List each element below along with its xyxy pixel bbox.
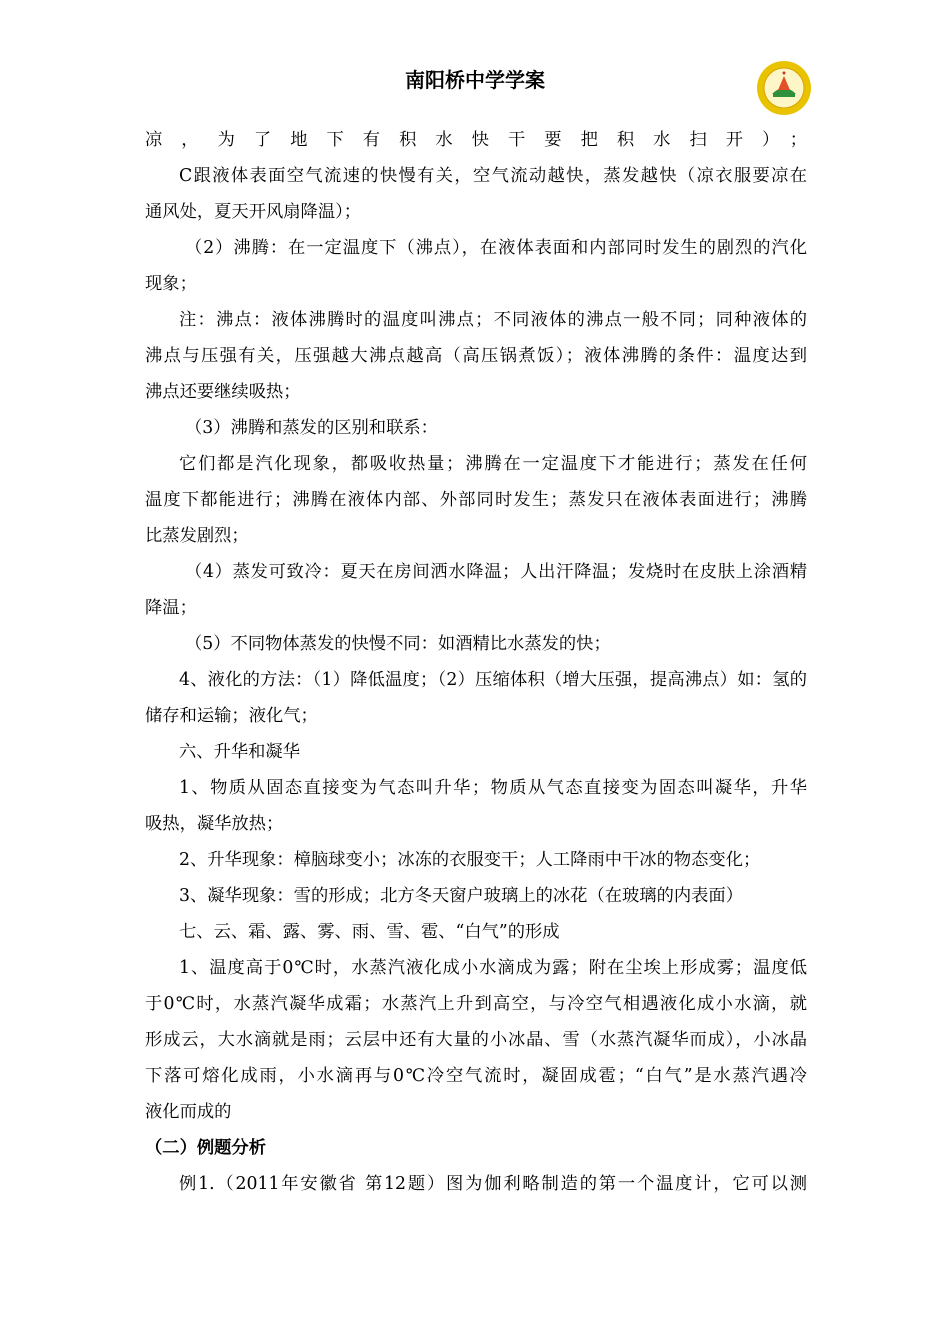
paragraph-line: 3、凝华现象：雪的形成；北方冬天窗户玻璃上的冰花（在玻璃的内表面） <box>179 886 743 906</box>
paragraph-line: 凉，为了地下有积水快干要把积水扫开）； <box>145 130 807 150</box>
paragraph-line: （5）不同物体蒸发的快慢不同：如酒精比水蒸发的快； <box>185 634 611 654</box>
paragraph-line: 沸点还要继续吸热； <box>145 382 301 402</box>
section-heading-bold: （二）例题分析 <box>145 1138 266 1158</box>
section-heading: 六、升华和凝华 <box>179 742 300 762</box>
paragraph-line: 沸点与压强有关，压强越大沸点越高（高压锅煮饭）；液体沸腾的条件：温度达到 <box>145 346 807 366</box>
paragraph-line: 吸热，凝华放热； <box>145 814 284 834</box>
paragraph-line: 例1.（2011年安徽省 第12题）图为伽利略制造的第一个温度计，它可以测 <box>179 1174 807 1194</box>
paragraph-line: （4）蒸发可致冷：夏天在房间洒水降温；人出汗降温；发烧时在皮肤上涂酒精 <box>185 562 807 582</box>
paragraph-line: 液化而成的 <box>145 1102 232 1122</box>
paragraph-line: （3）沸腾和蒸发的区别和联系： <box>185 418 438 438</box>
paragraph-line: 温度下都能进行；沸腾在液体内部、外部同时发生；蒸发只在液体表面进行；沸腾 <box>145 490 807 510</box>
paragraph-line: 于0℃时，水蒸汽凝华成霜；水蒸汽上升到高空，与冷空气相遇液化成小水滴，就 <box>145 994 807 1014</box>
paragraph-line: 储存和运输；液化气； <box>145 706 318 726</box>
paragraph-line: 下落可熔化成雨，小水滴再与0℃冷空气流时，凝固成雹；“白气”是水蒸汽遇冷 <box>145 1066 807 1086</box>
paragraph-line: 1、温度高于0℃时，水蒸汽液化成小水滴成为露；附在尘埃上形成雾；温度低 <box>179 958 807 978</box>
paragraph-line: 2、升华现象：樟脑球变小；冰冻的衣服变干；人工降雨中干冰的物态变化； <box>179 850 761 870</box>
paragraph-line: 注：沸点：液体沸腾时的温度叫沸点；不同液体的沸点一般不同；同种液体的 <box>179 310 807 330</box>
document-body <box>145 122 807 1202</box>
paragraph-line: 通风处，夏天开风扇降温）； <box>145 202 362 222</box>
paragraph-line: 形成云，大水滴就是雨；云层中还有大量的小冰晶、雪（水蒸汽凝华而成），小冰晶 <box>145 1030 807 1050</box>
paragraph-line: 现象； <box>145 274 197 294</box>
page-title: 南阳桥中学学案 <box>405 68 545 92</box>
paragraph-line: 比蒸发剧烈； <box>145 526 249 546</box>
paragraph-line: 1、物质从固态直接变为气态叫升华；物质从气态直接变为固态叫凝华，升华 <box>179 778 807 798</box>
school-emblem-icon <box>756 60 812 116</box>
paragraph-line: 4、液化的方法：（1）降低温度；（2）压缩体积（增大压强，提高沸点）如：氢的 <box>179 670 807 690</box>
paragraph-line: （2）沸腾：在一定温度下（沸点），在液体表面和内部同时发生的剧烈的汽化 <box>185 238 807 258</box>
paragraph-line: 降温； <box>145 598 197 618</box>
paragraph-line: 它们都是汽化现象，都吸收热量；沸腾在一定温度下才能进行；蒸发在任何 <box>179 454 807 474</box>
section-heading: 七、云、霜、露、雾、雨、雪、雹、“白气”的形成 <box>179 922 560 942</box>
paragraph-line: C跟液体表面空气流速的快慢有关，空气流动越快，蒸发越快（凉衣服要凉在 <box>179 166 807 186</box>
